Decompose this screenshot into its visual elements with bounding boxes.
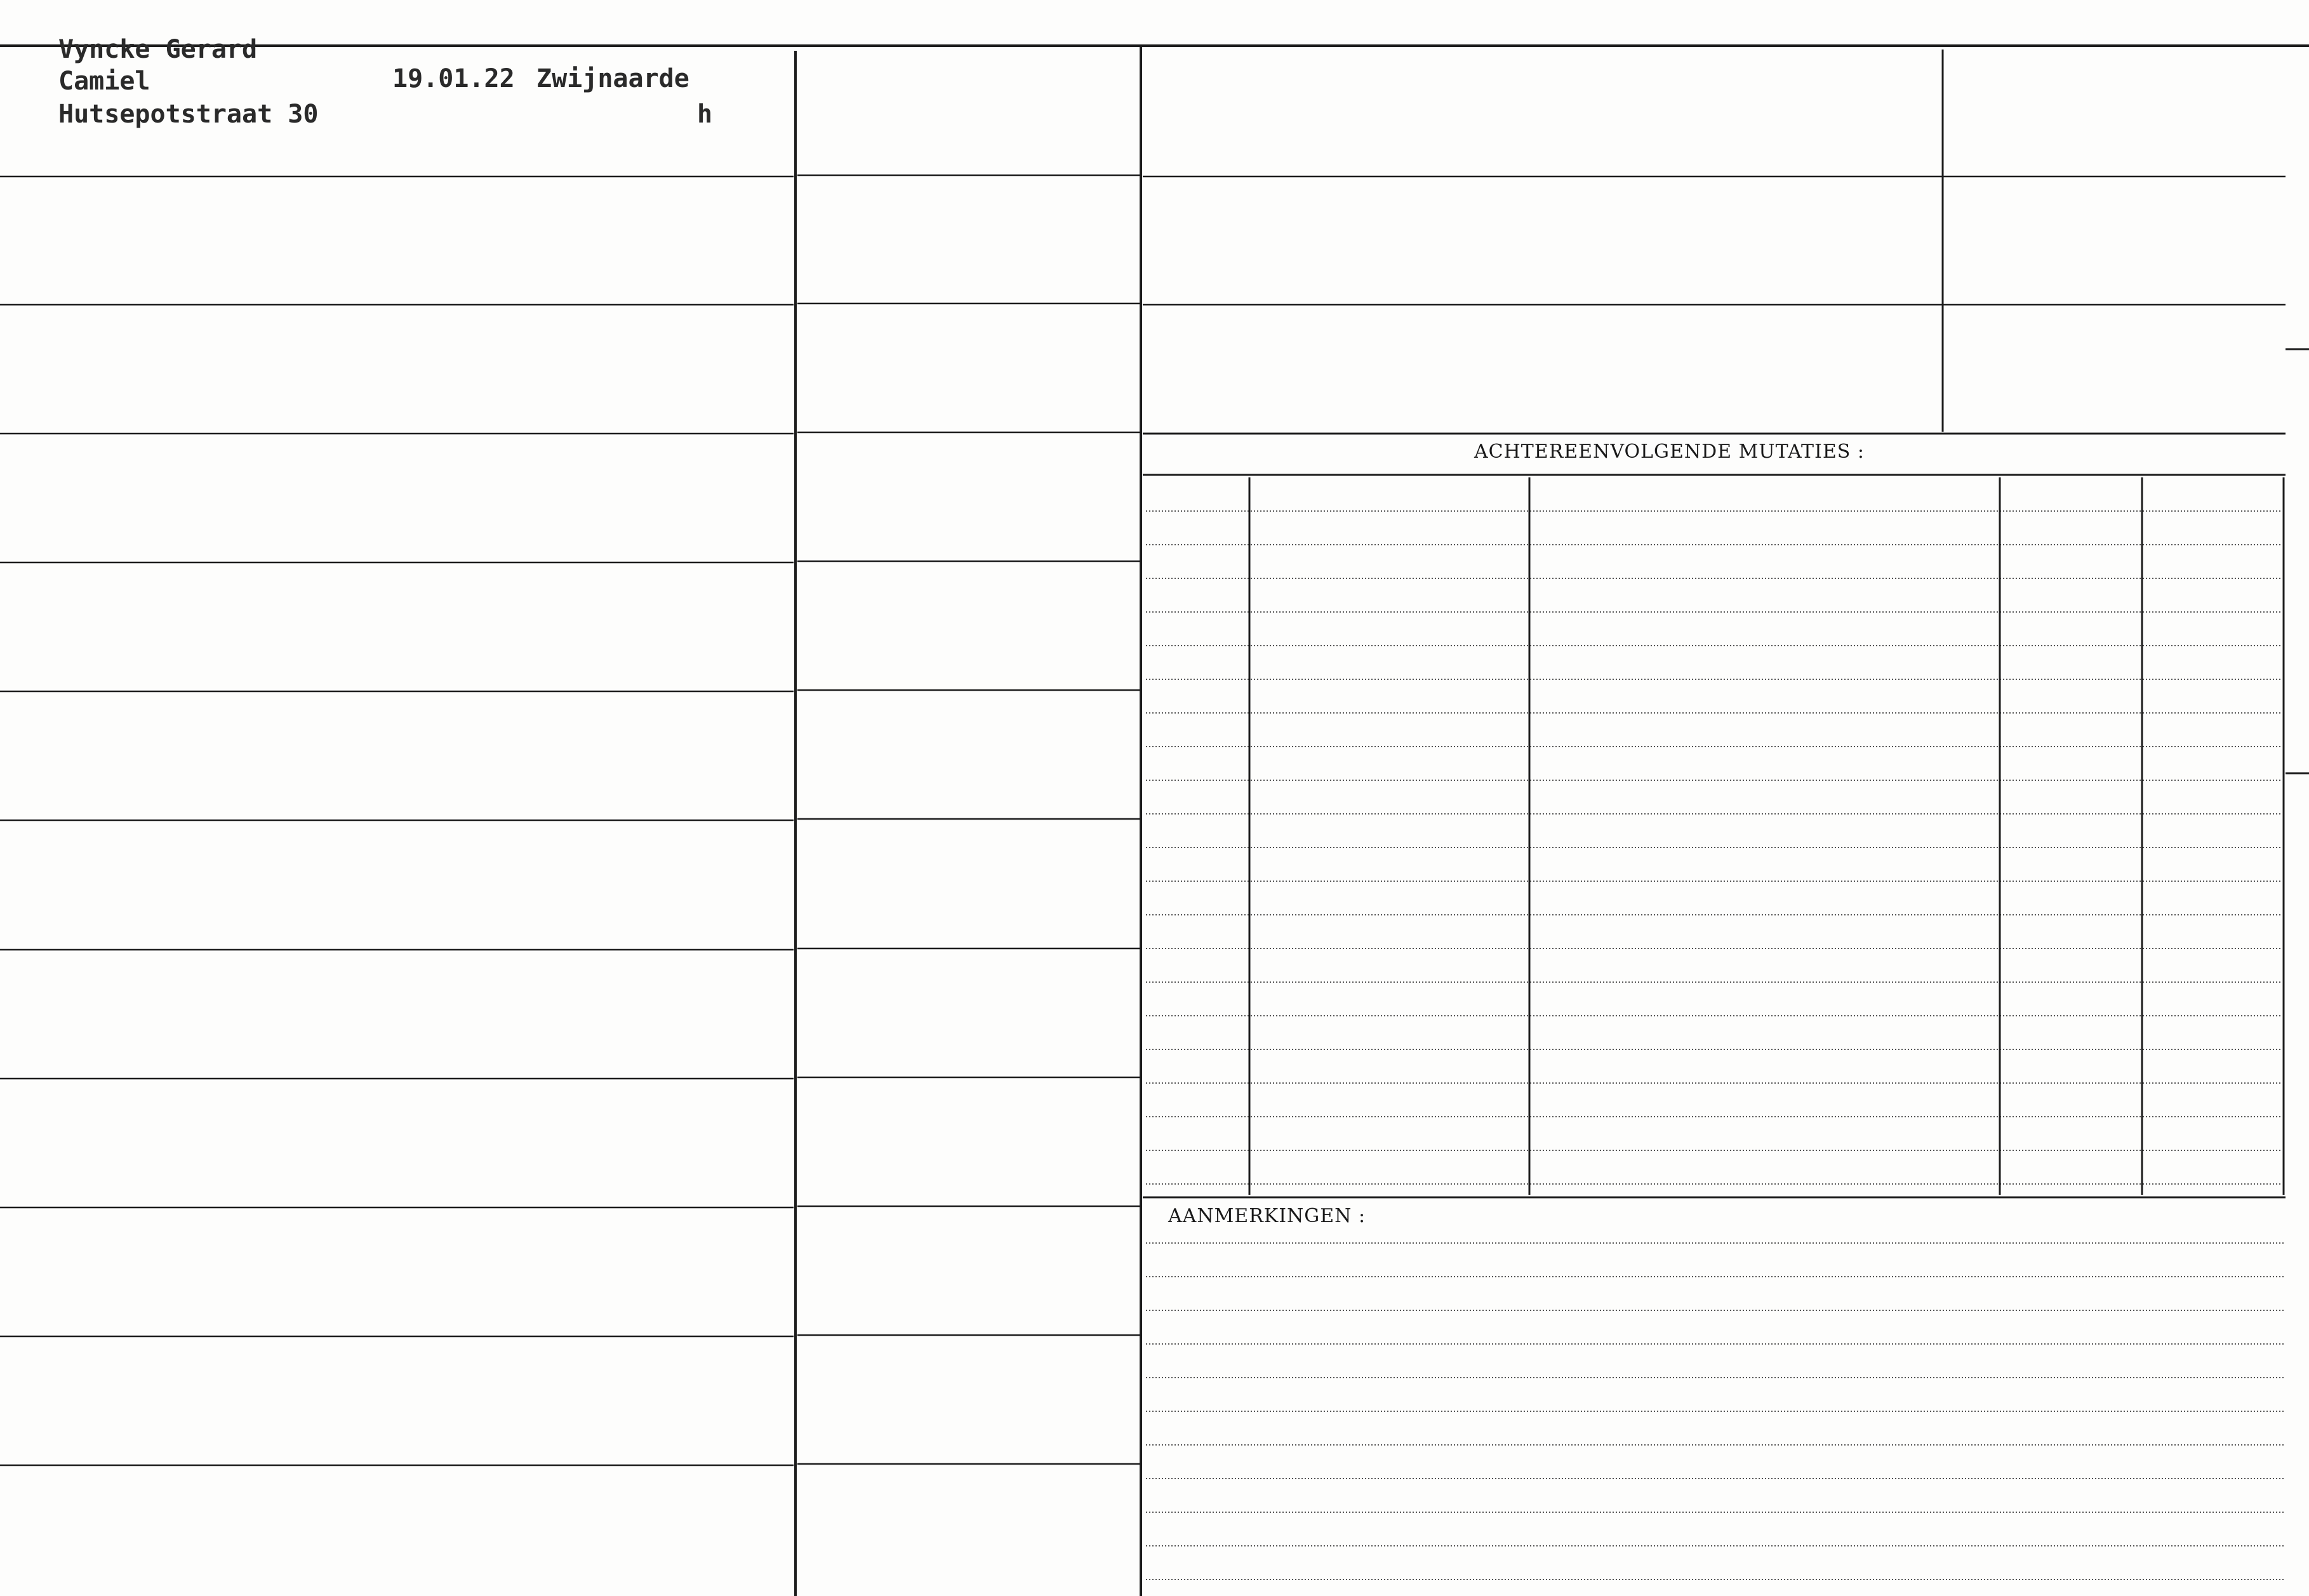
record-address: Hutsepotstraat 30 <box>58 100 319 129</box>
remarks-heading: AANMERKINGEN : <box>1168 1205 1366 1227</box>
record-second-name: Camiel <box>58 67 150 96</box>
record-birth-place: Zwijnaarde <box>536 64 689 93</box>
mutations-heading: ACHTEREENVOLGENDE MUTATIES : <box>1474 441 1865 463</box>
record-birth-date: 19.01.22 <box>392 64 515 93</box>
record-name-line: Vyncke Gerard <box>58 35 258 64</box>
record-marker: h <box>697 100 713 129</box>
